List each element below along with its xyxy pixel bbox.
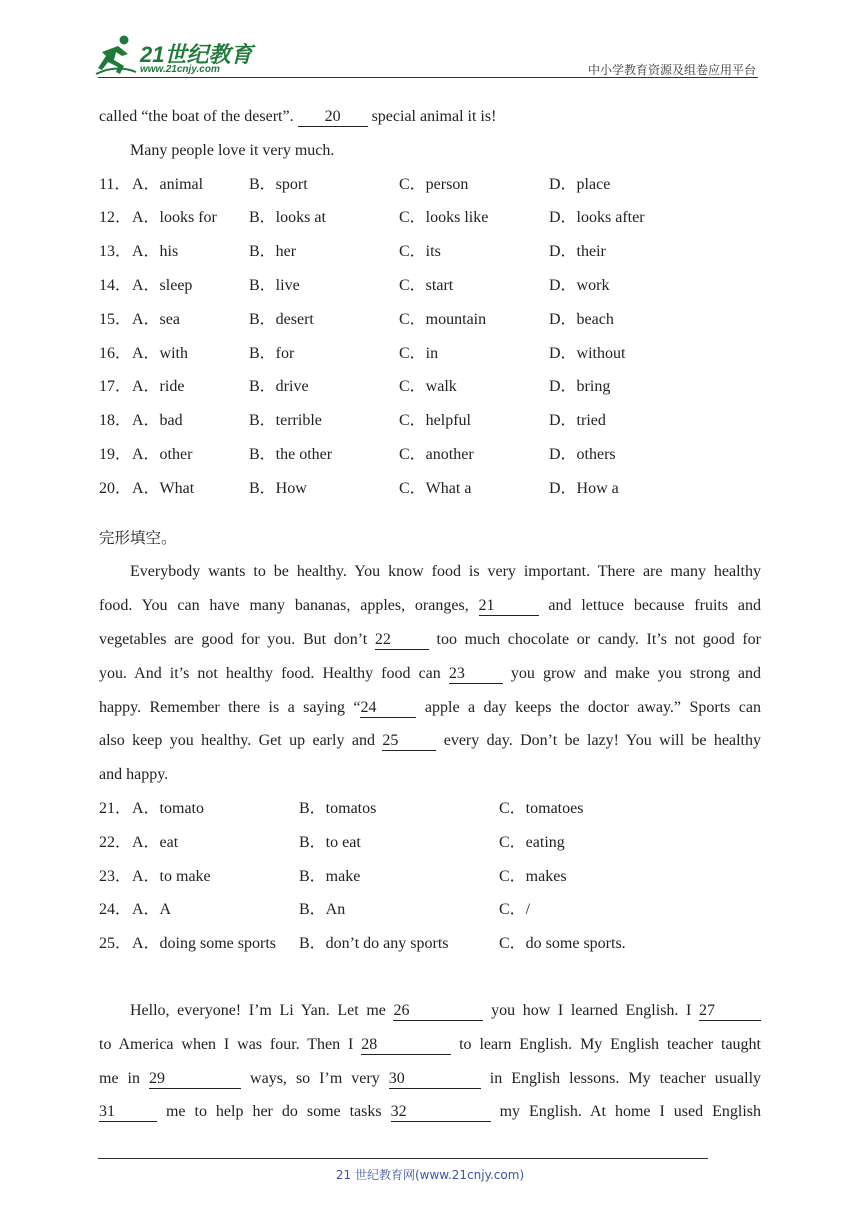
option-c: C．looks like [399,209,489,227]
option-c: C．makes [499,867,567,885]
question-number: 25． [99,935,132,953]
passage-line: called “the boat of the desert”. 20 special animal it is! [99,108,497,125]
option-a: A．doing some sports [132,935,277,953]
option-d: D．others [549,445,616,463]
option-d: D．their [549,243,606,261]
option-c: C．/ [499,901,531,919]
question-number: 14． [99,276,132,294]
option-b: B．her [249,243,297,261]
option-a: A．his [132,243,179,261]
option-a: A．other [132,445,193,463]
blank-24: 24 [360,699,416,718]
site-logo[interactable] [94,34,264,78]
option-b: B．terrible [249,412,322,430]
question-row [99,370,761,404]
option-b: B．make [299,867,361,885]
option-b: B．An [299,901,346,919]
option-c: C．in [399,344,439,362]
question-number: 24． [99,901,132,919]
question-number: 16． [99,344,132,362]
option-b: B．live [249,276,300,294]
page-header [0,0,860,80]
option-b: B．desert [249,310,314,328]
question-row [99,472,761,506]
question-number: 15． [99,310,132,328]
passage-line: me in 29 ways, so I’m very 30 in English lessons. My teacher usually [99,1069,762,1087]
question-row [99,826,761,860]
header-divider [98,77,758,78]
option-c: C．another [399,445,474,463]
option-d: D．bring [549,378,611,396]
passage-line: you. And it’s not healthy food. Healthy food can 23 you grow and make you strong and [99,664,762,682]
question-row [99,235,761,269]
option-a: A．eat [132,833,179,851]
option-a: A．sleep [132,276,193,294]
option-a: A．A [132,901,172,919]
option-b: B．sport [249,175,308,193]
question-row [99,337,761,371]
blank-26: 26 [393,1002,483,1021]
passage-line: also keep you healthy. Get up early and 25 every day. Don’t be lazy! You will be healthy [99,732,762,750]
passage-line: 31 me to help her do some tasks 32 my English. At home I used English [99,1103,762,1121]
option-a: A．to make [132,867,211,885]
blank-20: 20 [298,108,368,127]
question-number: 21． [99,799,132,817]
passage-line: happy. Remember there is a saying “24 apple a day keeps the doctor away.” Sports can [99,698,762,716]
option-b: B．for [249,344,295,362]
option-b: B．to eat [299,833,361,851]
option-d: D．without [549,344,626,362]
blank-22: 22 [375,631,429,650]
question-row [99,303,761,337]
option-c: C．start [399,276,454,294]
option-d: D．place [549,175,611,193]
question-row [99,893,761,927]
question-row [99,201,761,235]
question-row [99,269,761,303]
section-title: 完形填空。 [99,528,177,547]
option-d: D．tried [549,412,606,430]
blank-31: 31 [99,1103,157,1122]
option-a: A．animal [132,175,204,193]
question-number: 22． [99,833,132,851]
question-row [99,168,761,202]
question-row [99,438,761,472]
option-c: C．helpful [399,412,471,430]
logo-text: 21世纪教育 [140,42,253,67]
option-a: A．with [132,344,189,362]
option-d: D．work [549,276,610,294]
option-d: D．beach [549,310,614,328]
passage-line: Everybody wants to be healthy. You know food is very important. There are many healthy [130,563,761,581]
question-row [99,927,761,961]
blank-27: 27 [699,1002,761,1021]
question-row [99,792,761,826]
footer-text[interactable]: 21 世纪教育网(www.21cnjy.com) [335,1168,525,1182]
passage-line: Many people love it very much. [130,141,335,159]
footer-divider [98,1158,708,1159]
question-number: 11． [99,175,131,193]
option-b: B．How [249,479,307,497]
option-b: B．drive [249,378,309,396]
option-b: B．looks at [249,209,326,227]
question-number: 20． [99,479,132,497]
option-c: C．walk [399,378,457,396]
option-c: C．What a [399,479,472,497]
option-a: A．bad [132,412,183,430]
option-d: D．How a [549,479,619,497]
option-b: B．don’t do any sports [299,935,449,953]
blank-32: 32 [391,1103,491,1122]
option-c: C．eating [499,833,565,851]
question-number: 23． [99,867,132,885]
header-platform-name: 中小学教育资源及组卷应用平台 [587,63,756,77]
blank-29: 29 [149,1070,241,1089]
logo-url: www.21cnjy.com [140,64,220,75]
question-number: 19． [99,445,132,463]
question-number: 17． [99,378,132,396]
option-a: A．sea [132,310,180,328]
runner-logo-icon [94,34,138,76]
option-b: B．the other [249,445,333,463]
blank-30: 30 [389,1070,481,1089]
option-b: B．tomatos [299,799,377,817]
option-a: A．tomato [132,799,204,817]
question-row [99,860,761,894]
blank-23: 23 [449,665,503,684]
blank-21: 21 [479,597,539,616]
passage-line: food. You can have many bananas, apples, oranges, 21 and lettuce because fruits and [99,597,762,615]
question-list-2 [99,792,761,961]
option-c: C．person [399,175,469,193]
option-c: C．do some sports. [499,935,626,953]
document-body [99,100,761,1129]
passage-line: and happy. [99,766,169,784]
option-c: C．its [399,243,441,261]
option-a: A．ride [132,378,185,396]
question-number: 12． [99,209,132,227]
blank-25: 25 [382,732,436,751]
question-number: 18． [99,412,132,430]
question-list-1 [99,168,761,506]
question-row [99,404,761,438]
passage-line: Hello, everyone! I’m Li Yan. Let me 26 you how I learned English. I 27 [99,994,761,1028]
blank-28: 28 [361,1036,451,1055]
option-c: C．mountain [399,310,487,328]
option-a: A．looks for [132,209,217,227]
option-a: A．What [132,479,195,497]
option-c: C．tomatoes [499,799,584,817]
passage-line: vegetables are good for you. But don’t 22 too much chocolate or candy. It’s not good for [99,630,762,648]
passage-line: to America when I was four. Then I 28 to learn English. My English teacher taught [99,1035,761,1053]
question-number: 13． [99,243,132,261]
option-d: D．looks after [549,209,645,227]
